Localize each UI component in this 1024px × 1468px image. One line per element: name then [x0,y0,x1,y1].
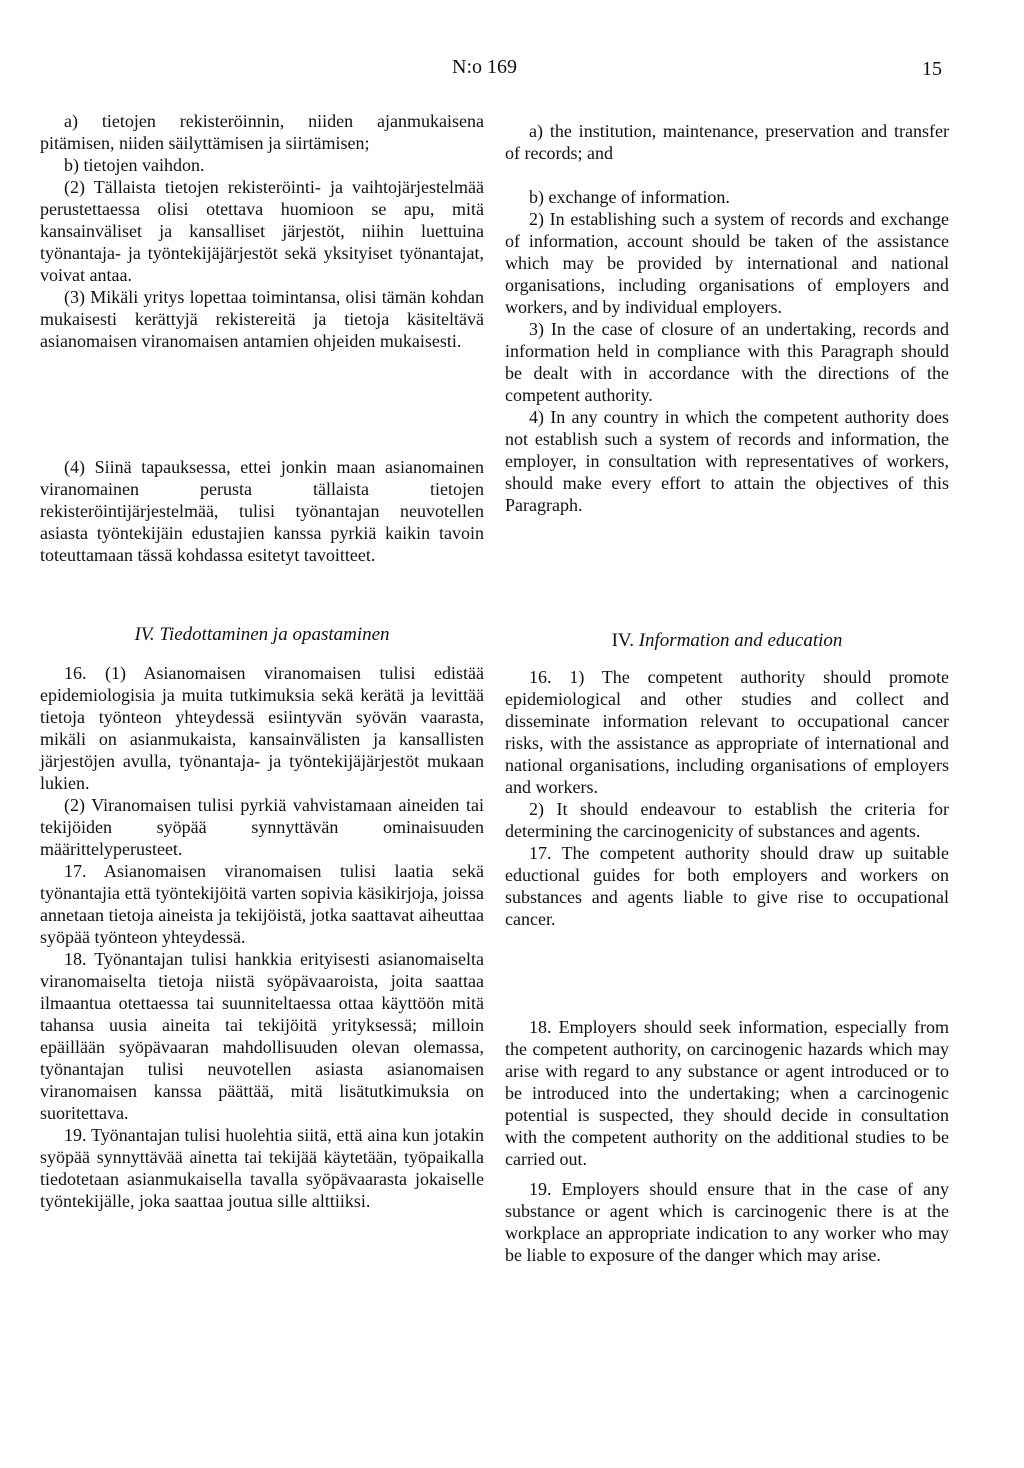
en-paragraph-4: 4) In any country in which the competent authority does not establish such a system of records and information, the employer, in consultation with representatives of workers, should make every effort to attain the objectives of this Paragraph. [505,407,949,515]
en-paragraph-18: 18. Employers should seek information, especially from the competent authority, on carcinogenic hazards which may arise with regard to any substance or agent introduced or to be introduced into the undertaking; when a carcinogenic potential is suspected, they should decide in consultation with the competent authority on the additional studies to be carried out. [505,1017,949,1169]
fi-paragraph-18: 18. Työnantajan tulisi hankkia erityisesti asianomaiselta viranomaiselta tietoja niistä syöpävaaroista, joita saattaa ilmaantua otettaessa tai suunniteltaessa ottaa käyttöön mitä tahansa uusia aineita tai tekijöitä yrityksessä; milloin epäillään syöpävaaran mahdollisuuden olevan olemassa, työnantajan tulisi neuvotellen asiasta asianomaisen viranomaisen kanssa päättää, mitä lisätutkimuksia on suoritettava. [40,949,484,1123]
fi-item-a: a) tietojen rekisteröinnin, niiden ajanmukaisena pitämisen, niiden säilyttämisen ja siirtämisen; [40,111,484,153]
en-item-b: b) exchange of information. [529,187,730,207]
en-section-title: Information and education [638,630,843,651]
finnish-section-heading [40,624,484,646]
english-section-heading [505,630,949,652]
en-paragraph-3: 3) In the case of closure of an undertaking, records and information held in compliance with this Paragraph should be dealt with in accordance with the directions of the competent authority. [505,319,949,405]
en-paragraph-16-1: 16. 1) The competent authority should promote epidemiological and other studies and collect and disseminate information relevant to occupational cancer risks, with the assistance as appropriate of international and national organisations, including organisations of employers and workers. [505,667,949,797]
fi-paragraph-3: (3) Mikäli yritys lopettaa toimintansa, olisi tämän kohdan mukaisesti kerättyjä rekistereitä ja tietoja käsiteltävä asianomaisen viranomaisen antamien ohjeiden mukaisesti. [40,287,484,351]
finnish-block-2 [40,456,484,566]
en-paragraph-16-2: 2) It should endeavour to establish the criteria for determining the carcinogenicity of substances and agents. [505,799,949,841]
en-paragraph-17: 17. The competent authority should draw up suitable eductional guides for both employers and workers on substances and agents liable to give rise to occupational cancer. [505,843,949,929]
en-paragraph-19: 19. Employers should ensure that in the case of any substance or agent which is carcinogenic there is at the workplace an appropriate indication to any worker who may be liable to exposure of the danger which may arise. [505,1179,949,1265]
fi-paragraph-16-1: 16. (1) Asianomaisen viranomaisen tulisi edistää epidemiologisia ja muita tutkimuksia sekä kerätä ja levittää tietoja työnteon yhteydessä esiintyvän syövän vaarasta, mikäli on asianmukaista, kansainvälisten ja kansallisten järjestöjen avulla, työnantaja- ja työntekijäjärjestöt mukaan lukien. [40,663,484,793]
fi-paragraph-2: (2) Tällaista tietojen rekisteröinti- ja vaihtojärjestelmää perustettaessa olisi otettava huomioon se apu, mitä kansainväliset ja kansalliset järjestöt, niihin luettuina työnantaja- ja työntekijäjärjestöt sekä yksityiset työnantajat, voivat antaa. [40,177,484,285]
fi-section-roman: IV. [134,624,155,645]
fi-section-title: Tiedottaminen ja opastaminen [159,624,390,645]
finnish-block-3 [40,662,484,1212]
finnish-block-1 [40,110,484,352]
english-block-2 [505,666,949,930]
fi-paragraph-17: 17. Asianomaisen viranomaisen tulisi laatia sekä työnantajia että työntekijöitä varten sopivia käsikirjoja, joissa annetaan tietoja aineista ja tekijöistä, jotka saattavat aiheuttaa syöpää työnteon yhteydessä. [40,861,484,947]
document-number: N:o 169 [452,56,517,78]
page-number: 15 [922,58,942,80]
english-block-3 [505,1016,949,1266]
fi-paragraph-16-2: (2) Viranomaisen tulisi pyrkiä vahvistamaan aineiden tai tekijöiden syöpää synnyttävän ominaisuuden määrittelyperusteet. [40,795,484,859]
en-section-roman: IV. [611,630,634,651]
fi-paragraph-19: 19. Työnantajan tulisi huolehtia siitä, että aina kun jotakin syöpää synnyttävää ainetta tai tekijää käytetään, työpaikalla tiedotetaan asianmukaisella tavalla syöpävaarasta jokaiselle työntekijälle, joka saattaa joutua sille alttiiksi. [40,1125,484,1211]
en-paragraph-2: 2) In establishing such a system of records and exchange of information, account should be taken of the assistance which may be provided by international and national organisations, including organisations of employers and workers, and by individual employers. [505,209,949,317]
fi-item-b: b) tietojen vaihdon. [64,155,205,175]
english-block-1 [505,120,949,516]
en-item-a: a) the institution, maintenance, preservation and transfer of records; and [505,121,949,163]
fi-paragraph-4: (4) Siinä tapauksessa, ettei jonkin maan asianomainen viranomainen perusta tällaista tietojen rekisteröintijärjestelmää, tulisi työnantajan neuvotellen asiasta työntekijäin edustajien kanssa pyrkiä kaikin tavoin toteuttamaan tässä kohdassa esitetyt tavoitteet. [40,457,484,565]
